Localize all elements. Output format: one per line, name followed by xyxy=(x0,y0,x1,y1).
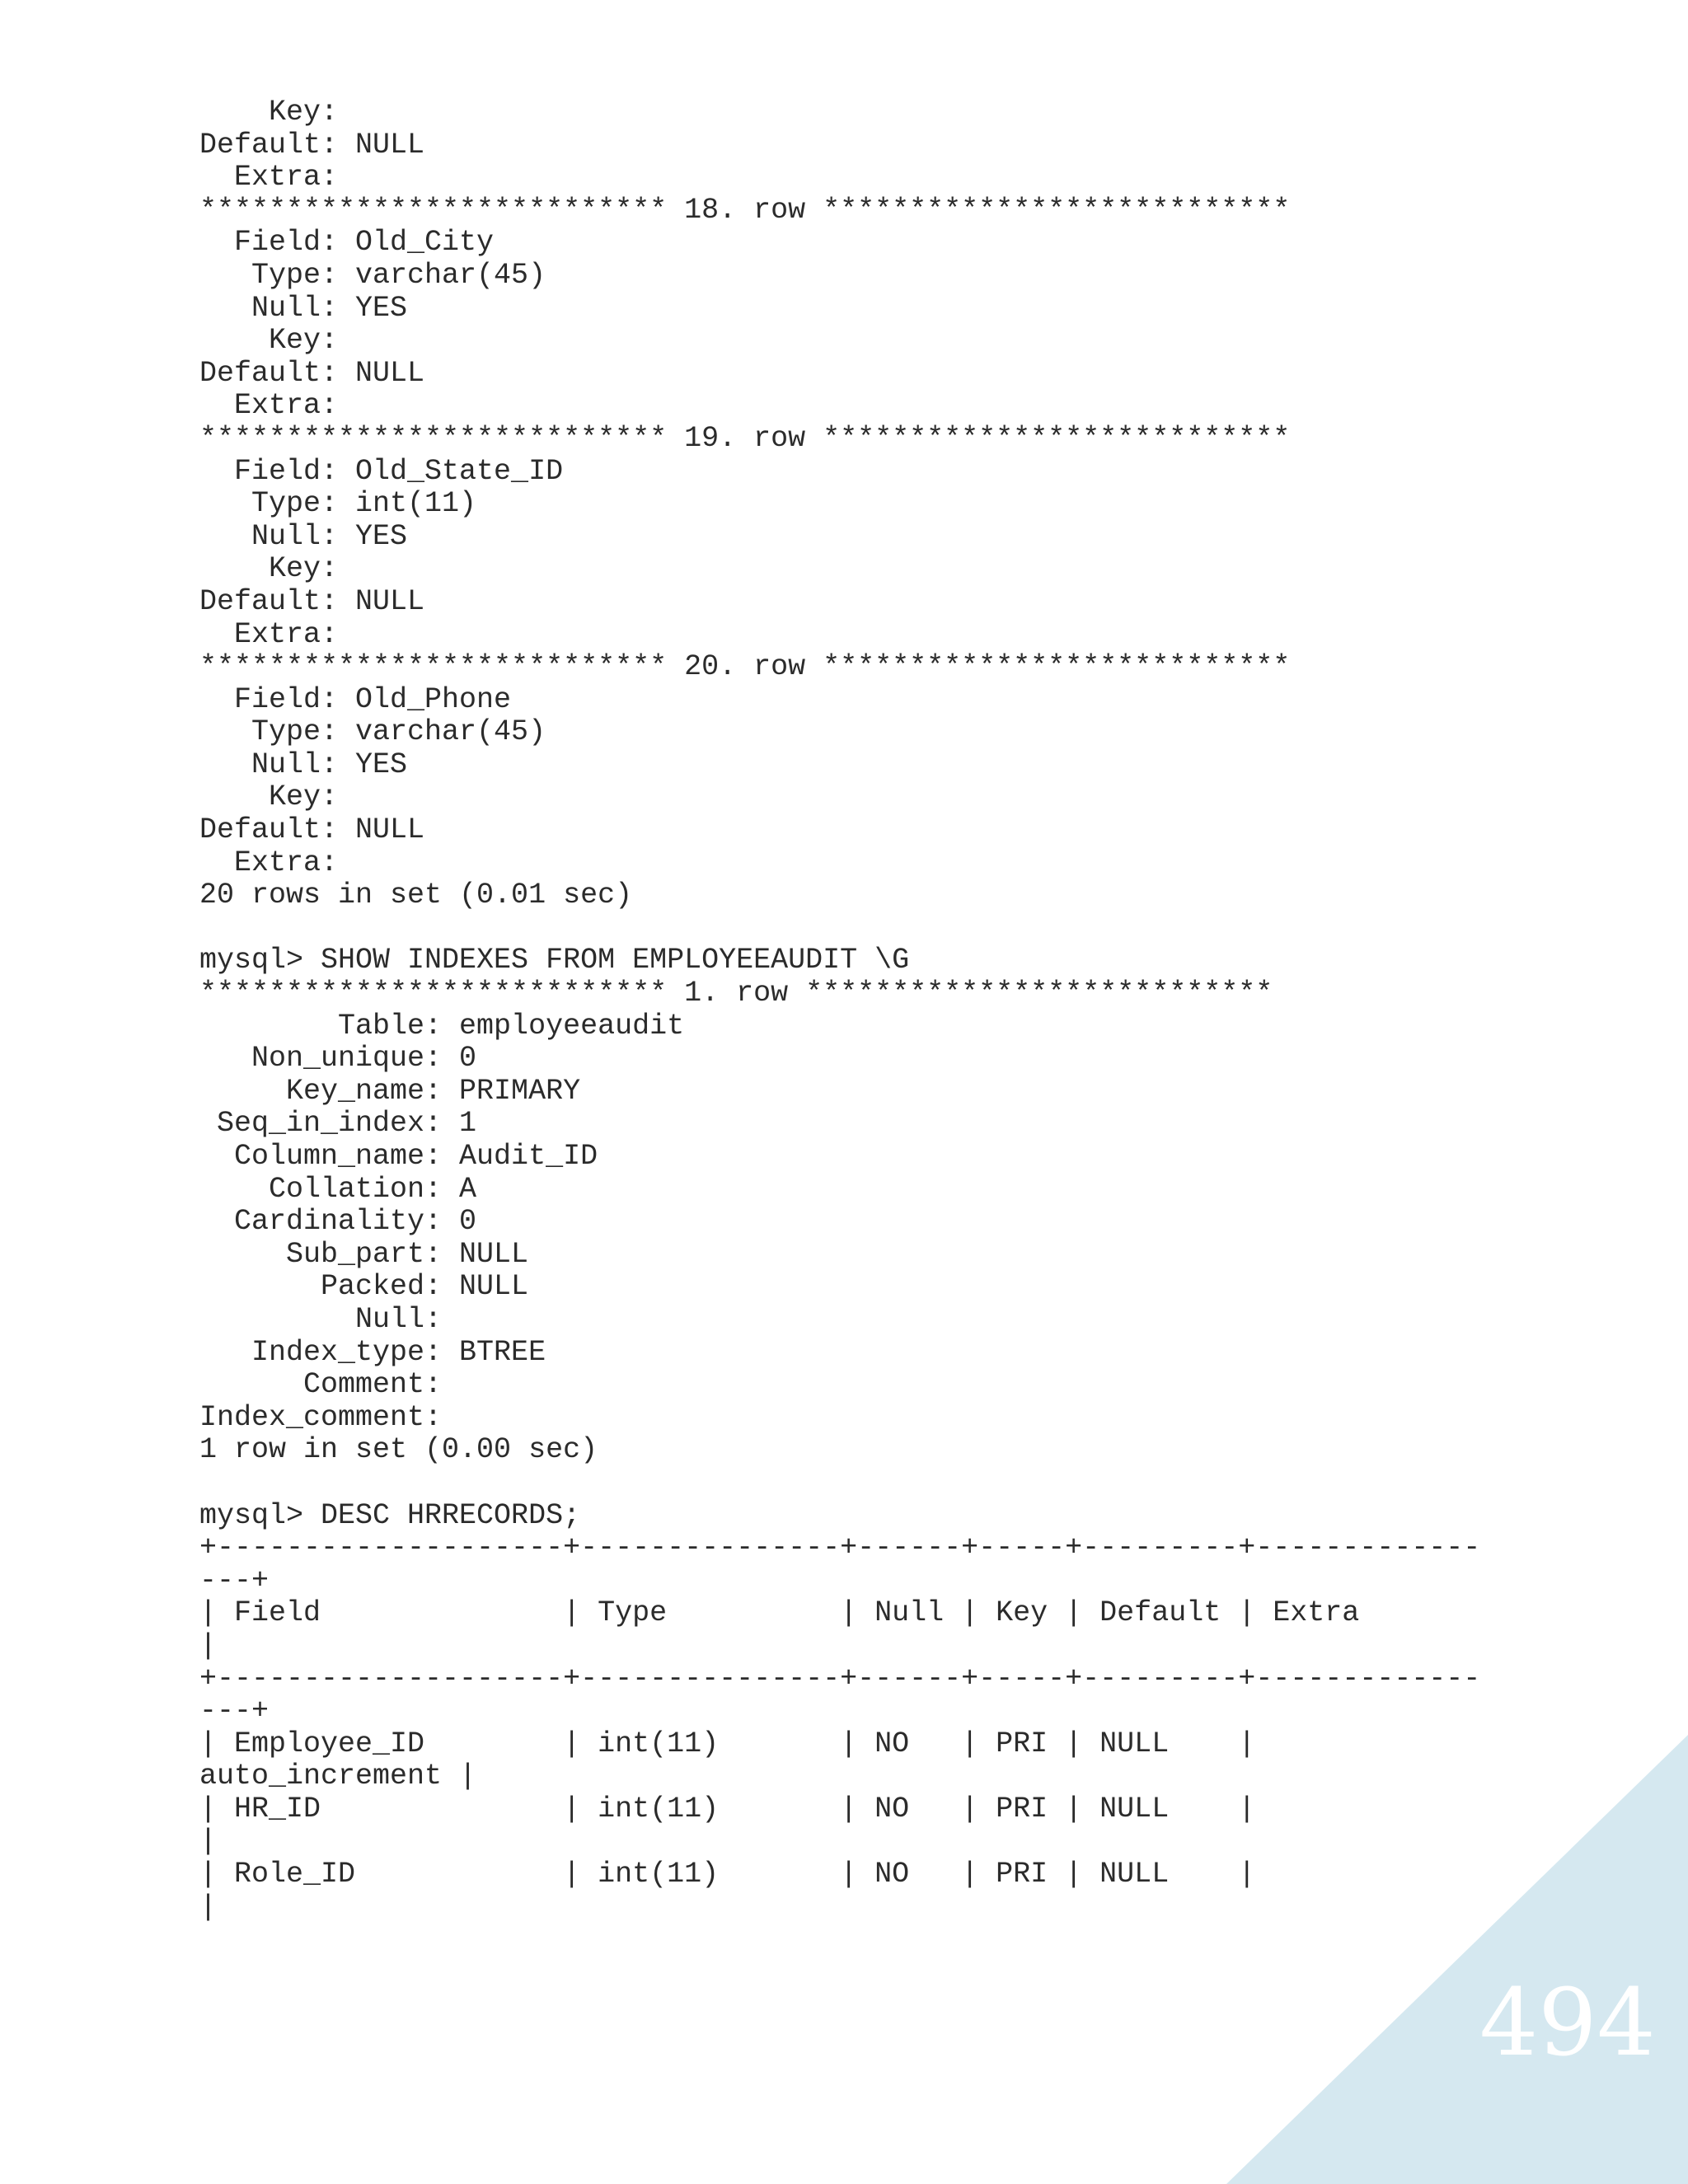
listing-line: +--------------------+---------------+------+-----+---------+------------- xyxy=(199,1531,1481,1565)
listing-line: *************************** 1. row *************************** xyxy=(199,977,1273,1010)
listing-line: | xyxy=(199,1825,218,1858)
listing-line: 1 row in set (0.00 sec) xyxy=(199,1433,598,1467)
page-number: 494 xyxy=(1479,1970,1656,2077)
listing-line: Table: employeeaudit xyxy=(199,1009,685,1043)
listing-line: Field: Old_Phone xyxy=(199,682,512,716)
listing-line: Sub_part: NULL xyxy=(199,1237,529,1271)
listing-line: Index_type: BTREE xyxy=(199,1335,546,1369)
listing-line: auto_increment | xyxy=(199,1760,477,1793)
listing-line: 20 rows in set (0.01 sec) xyxy=(199,879,633,912)
listing-line: Default: NULL xyxy=(199,813,425,847)
listing-line: Extra: xyxy=(199,161,339,194)
listing-line: Type: varchar(45) xyxy=(199,258,546,292)
listing-line: Type: int(11) xyxy=(199,487,477,521)
listing-line: Cardinality: 0 xyxy=(199,1205,477,1239)
listing-line: Key: xyxy=(199,324,339,358)
listing-line: | Role_ID | int(11) | NO | PRI | NULL | xyxy=(199,1858,1256,1891)
listing-line: ---+ xyxy=(199,1563,270,1597)
listing-line: Null: YES xyxy=(199,748,408,781)
listing-line: Extra: xyxy=(199,389,339,423)
listing-line: ---+ xyxy=(199,1694,270,1728)
listing-line: | xyxy=(199,1629,218,1662)
mysql-output-listing xyxy=(199,96,1480,1924)
listing-line: *************************** 19. row *************************** xyxy=(199,421,1291,455)
listing-line: Collation: A xyxy=(199,1172,477,1206)
listing-line: Field: Old_City xyxy=(199,226,495,260)
listing-line: Default: NULL xyxy=(199,128,425,162)
listing-line: | HR_ID | int(11) | NO | PRI | NULL | xyxy=(199,1792,1256,1825)
listing-line: mysql> DESC HRRECORDS; xyxy=(199,1498,581,1532)
listing-line: +--------------------+---------------+------+-----+---------+------------- xyxy=(199,1661,1481,1695)
listing-line: Default: NULL xyxy=(199,356,425,390)
listing-line: Non_unique: 0 xyxy=(199,1042,477,1076)
listing-line: Packed: NULL xyxy=(199,1270,529,1304)
listing-line: Null: YES xyxy=(199,291,408,325)
listing-line: *************************** 20. row *************************** xyxy=(199,650,1291,684)
listing-line: Comment: xyxy=(199,1368,443,1402)
listing-line: | Employee_ID | int(11) | NO | PRI | NULL | xyxy=(199,1727,1256,1760)
listing-line: Key: xyxy=(199,780,339,814)
listing-line: Default: NULL xyxy=(199,584,425,618)
listing-line: Column_name: Audit_ID xyxy=(199,1140,598,1173)
listing-line: Null: YES xyxy=(199,519,408,553)
listing-line: | xyxy=(199,1890,218,1924)
listing-line: Index_comment: xyxy=(199,1400,443,1434)
listing-line: Key: xyxy=(199,96,339,129)
listing-line: Extra: xyxy=(199,846,339,879)
listing-line: Extra: xyxy=(199,617,339,651)
listing-line: Null: xyxy=(199,1302,443,1336)
listing-line: Seq_in_index: 1 xyxy=(199,1107,477,1141)
listing-line xyxy=(199,912,1480,945)
listing-line: | Field | Type | Null | Key | Default | Extra xyxy=(199,1596,1360,1630)
listing-line: mysql> SHOW INDEXES FROM EMPLOYEEAUDIT \G xyxy=(199,944,910,977)
listing-line: Key: xyxy=(199,552,339,586)
listing-line xyxy=(199,1467,1480,1500)
listing-line: Key_name: PRIMARY xyxy=(199,1074,581,1108)
listing-line: Type: varchar(45) xyxy=(199,715,546,749)
listing-line: Field: Old_State_ID xyxy=(199,454,564,488)
listing-line: *************************** 18. row *************************** xyxy=(199,193,1291,227)
